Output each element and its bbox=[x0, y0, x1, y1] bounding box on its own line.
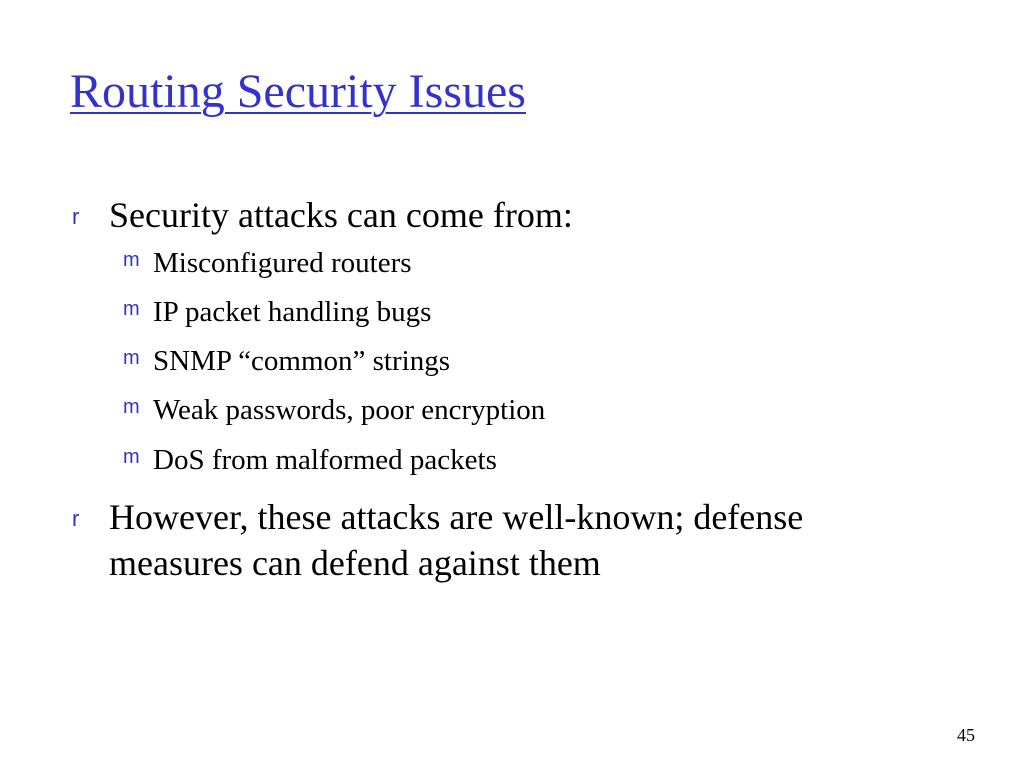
sub-bullet-marker: m bbox=[123, 298, 140, 320]
sub-bullet-text: Misconfigured routers bbox=[153, 247, 412, 279]
bullet-marker: r bbox=[72, 204, 80, 229]
sub-bullet-marker: m bbox=[123, 347, 140, 369]
bullet-text: Security attacks can come from: bbox=[109, 195, 573, 235]
sub-bullet-text: DoS from malformed packets bbox=[153, 444, 497, 476]
sub-bullet-marker: m bbox=[123, 249, 140, 271]
sub-bullet-text: SNMP “common” strings bbox=[153, 345, 450, 377]
sub-bullet-marker: m bbox=[123, 396, 140, 418]
slide-title[interactable]: Routing Security Issues bbox=[70, 65, 526, 118]
sub-bullet-text: Weak passwords, poor encryption bbox=[153, 394, 546, 426]
sub-bullet-text: IP packet handling bugs bbox=[153, 296, 432, 328]
bullet-text: However, these attacks are well-known; defense measures can defend against them bbox=[109, 497, 804, 583]
bullet-marker: r bbox=[72, 506, 80, 531]
sub-bullet-marker: m bbox=[123, 446, 140, 468]
page-number: 45 bbox=[957, 725, 975, 745]
